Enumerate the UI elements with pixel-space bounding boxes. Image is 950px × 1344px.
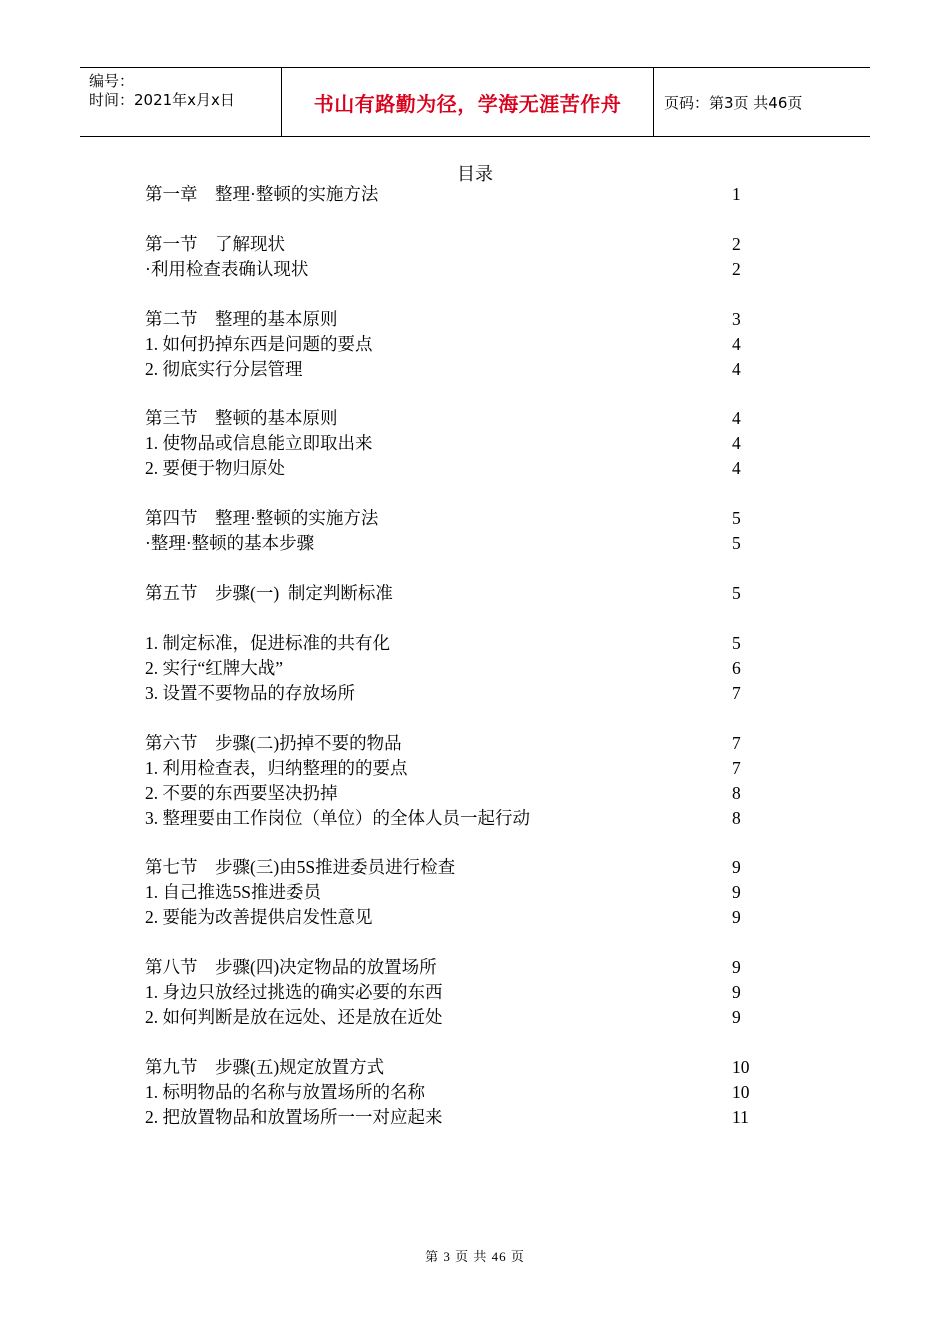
toc-entry-page-number: 9 — [732, 982, 741, 1003]
toc-group-spacer — [145, 382, 765, 407]
toc-entry-label: 1. 标明物品的名称与放置场所的名称 — [145, 1081, 425, 1102]
toc-entry-label: 第七节 步骤(三)由5S推进委员进行检查 — [145, 857, 456, 878]
toc-entry-label: 3. 整理要由工作岗位（单位）的全体人员一起行动 — [145, 807, 530, 828]
toc-entry-label: 1. 身边只放经过挑选的确实必要的东西 — [145, 982, 443, 1003]
toc-entry[interactable] — [145, 531, 765, 556]
toc-group-spacer — [145, 282, 765, 307]
toc-entry[interactable] — [145, 581, 765, 606]
toc-entry-label: 2. 如何判断是放在远处、还是放在近处 — [145, 1007, 443, 1028]
toc-entry[interactable] — [145, 257, 765, 282]
toc-entry-label: 1. 使物品或信息能立即取出来 — [145, 433, 373, 454]
toc-group-spacer — [145, 831, 765, 856]
toc-group-spacer — [145, 930, 765, 955]
toc-entry-page-number: 9 — [732, 882, 741, 903]
toc-entry[interactable] — [145, 357, 765, 382]
toc-entry[interactable] — [145, 656, 765, 681]
toc-entry-page-number: 4 — [732, 458, 741, 479]
toc-entry-page-number: 11 — [732, 1106, 749, 1127]
toc-entry-label: 第九节 步骤(五)规定放置方式 — [145, 1056, 385, 1077]
toc-entry-page-number: 2 — [732, 258, 741, 279]
toc-group-spacer — [145, 481, 765, 506]
toc-entry[interactable] — [145, 1005, 765, 1030]
toc-entry-label: 2. 彻底实行分层管理 — [145, 358, 303, 379]
toc-entry[interactable] — [145, 1105, 765, 1130]
toc-entry-label: 2. 实行“红牌大战” — [145, 657, 284, 678]
toc-entry-page-number: 2 — [732, 233, 741, 254]
toc-entry[interactable] — [145, 781, 765, 806]
serial-label: 编号： — [89, 72, 135, 90]
toc-entry-page-number: 7 — [732, 732, 741, 753]
toc-entry-label: ·利用检查表确认现状 — [145, 258, 309, 279]
toc-entry[interactable] — [145, 955, 765, 980]
toc-entry-page-number: 9 — [732, 907, 741, 928]
toc-entry-label: 2. 要便于物归原处 — [145, 458, 285, 479]
toc-entry-page-number: 4 — [732, 433, 741, 454]
toc-entry-page-number: 9 — [732, 957, 741, 978]
toc-entry-page-number: 5 — [732, 632, 741, 653]
toc-group-spacer — [145, 706, 765, 731]
toc-entry[interactable] — [145, 307, 765, 332]
toc-group-spacer — [145, 606, 765, 631]
toc-entry-label: 3. 设置不要物品的存放场所 — [145, 682, 355, 703]
toc-entry-page-number: 7 — [732, 757, 741, 778]
toc-entry[interactable] — [145, 232, 765, 257]
toc-entry-page-number: 9 — [732, 1007, 741, 1028]
toc-entry-label: 1. 制定标准，促进标准的共有化 — [145, 632, 390, 653]
toc-entry[interactable] — [145, 980, 765, 1005]
toc-entry-label: 第一节 了解现状 — [145, 233, 285, 254]
toc-entry-label: 第一章 整理·整顿的实施方法 — [145, 184, 379, 204]
table-of-contents — [145, 182, 765, 1130]
toc-group-spacer — [145, 1030, 765, 1055]
header-motto-cell — [281, 68, 654, 136]
toc-entry-page-number: 4 — [732, 408, 741, 429]
toc-entry[interactable] — [145, 332, 765, 357]
time-label: 时间：2021年x月x日 — [89, 91, 235, 109]
toc-entry-label: 第六节 步骤(二)扔掉不要的物品 — [145, 732, 402, 753]
toc-entry[interactable] — [145, 1080, 765, 1105]
toc-entry-page-number: 8 — [732, 782, 741, 803]
toc-entry-page-number: 10 — [732, 1081, 750, 1102]
toc-entry-label: 2. 把放置物品和放置场所一一对应起来 — [145, 1106, 443, 1127]
toc-group-spacer — [145, 556, 765, 581]
toc-entry[interactable] — [145, 1055, 765, 1080]
toc-entry-page-number: 5 — [732, 582, 741, 603]
toc-entry-label: 2. 要能为改善提供启发性意见 — [145, 907, 373, 928]
toc-entry[interactable] — [145, 731, 765, 756]
toc-entry-page-number: 8 — [732, 807, 741, 828]
toc-group-spacer — [145, 207, 765, 232]
toc-entry-label: 第五节 步骤(一) 制定判断标准 — [145, 582, 393, 603]
toc-entry-label: 第四节 整理·整顿的实施方法 — [145, 508, 379, 529]
header-meta — [80, 68, 281, 136]
toc-entry[interactable] — [145, 431, 765, 456]
toc-entry-label: 1. 自己推选5S推进委员 — [145, 882, 321, 903]
toc-entry-page-number: 4 — [732, 358, 741, 379]
toc-entry[interactable] — [145, 506, 765, 531]
toc-entry-label: 第三节 整顿的基本原则 — [145, 408, 338, 429]
toc-entry-label: ·整理·整顿的基本步骤 — [145, 533, 315, 554]
page-footer: 第 3 页 共 46 页 — [425, 1249, 525, 1264]
toc-entry[interactable] — [145, 456, 765, 481]
toc-entry-page-number: 5 — [732, 533, 741, 554]
motto: 书山有路勤为径，学海无涯苦作舟 — [313, 91, 622, 116]
toc-entry-page-number: 9 — [732, 857, 741, 878]
toc-entry-page-number: 7 — [732, 682, 741, 703]
toc-entry-page-number: 3 — [732, 308, 741, 329]
toc-entry-page-number: 10 — [732, 1056, 750, 1077]
toc-entry-label: 1. 利用检查表，归纳整理的的要点 — [145, 757, 408, 778]
document-header — [80, 67, 870, 137]
toc-entry-page-number: 4 — [732, 333, 741, 354]
toc-title: 目录 — [457, 164, 493, 184]
toc-entry[interactable] — [145, 756, 765, 781]
toc-entry[interactable] — [145, 406, 765, 431]
toc-entry-label: 第二节 整理的基本原则 — [145, 308, 338, 329]
toc-entry-page-number: 5 — [732, 508, 741, 529]
toc-entry[interactable] — [145, 905, 765, 930]
toc-entry[interactable] — [145, 681, 765, 706]
toc-entry-label: 2. 不要的东西要坚决扔掉 — [145, 782, 338, 803]
toc-entry[interactable] — [145, 631, 765, 656]
toc-entry[interactable] — [145, 806, 765, 831]
page-info: 页码：第3页 共46页 — [664, 93, 803, 112]
header-page-info — [654, 68, 870, 136]
toc-entry[interactable] — [145, 880, 765, 905]
toc-entry[interactable] — [145, 855, 765, 880]
toc-entry-label: 第八节 步骤(四)决定物品的放置场所 — [145, 957, 437, 978]
toc-entry-page-number: 6 — [732, 657, 741, 678]
toc-entry-label: 1. 如何扔掉东西是问题的要点 — [145, 333, 373, 354]
toc-entry[interactable] — [145, 182, 765, 207]
toc-entry-page-number: 1 — [732, 184, 741, 204]
